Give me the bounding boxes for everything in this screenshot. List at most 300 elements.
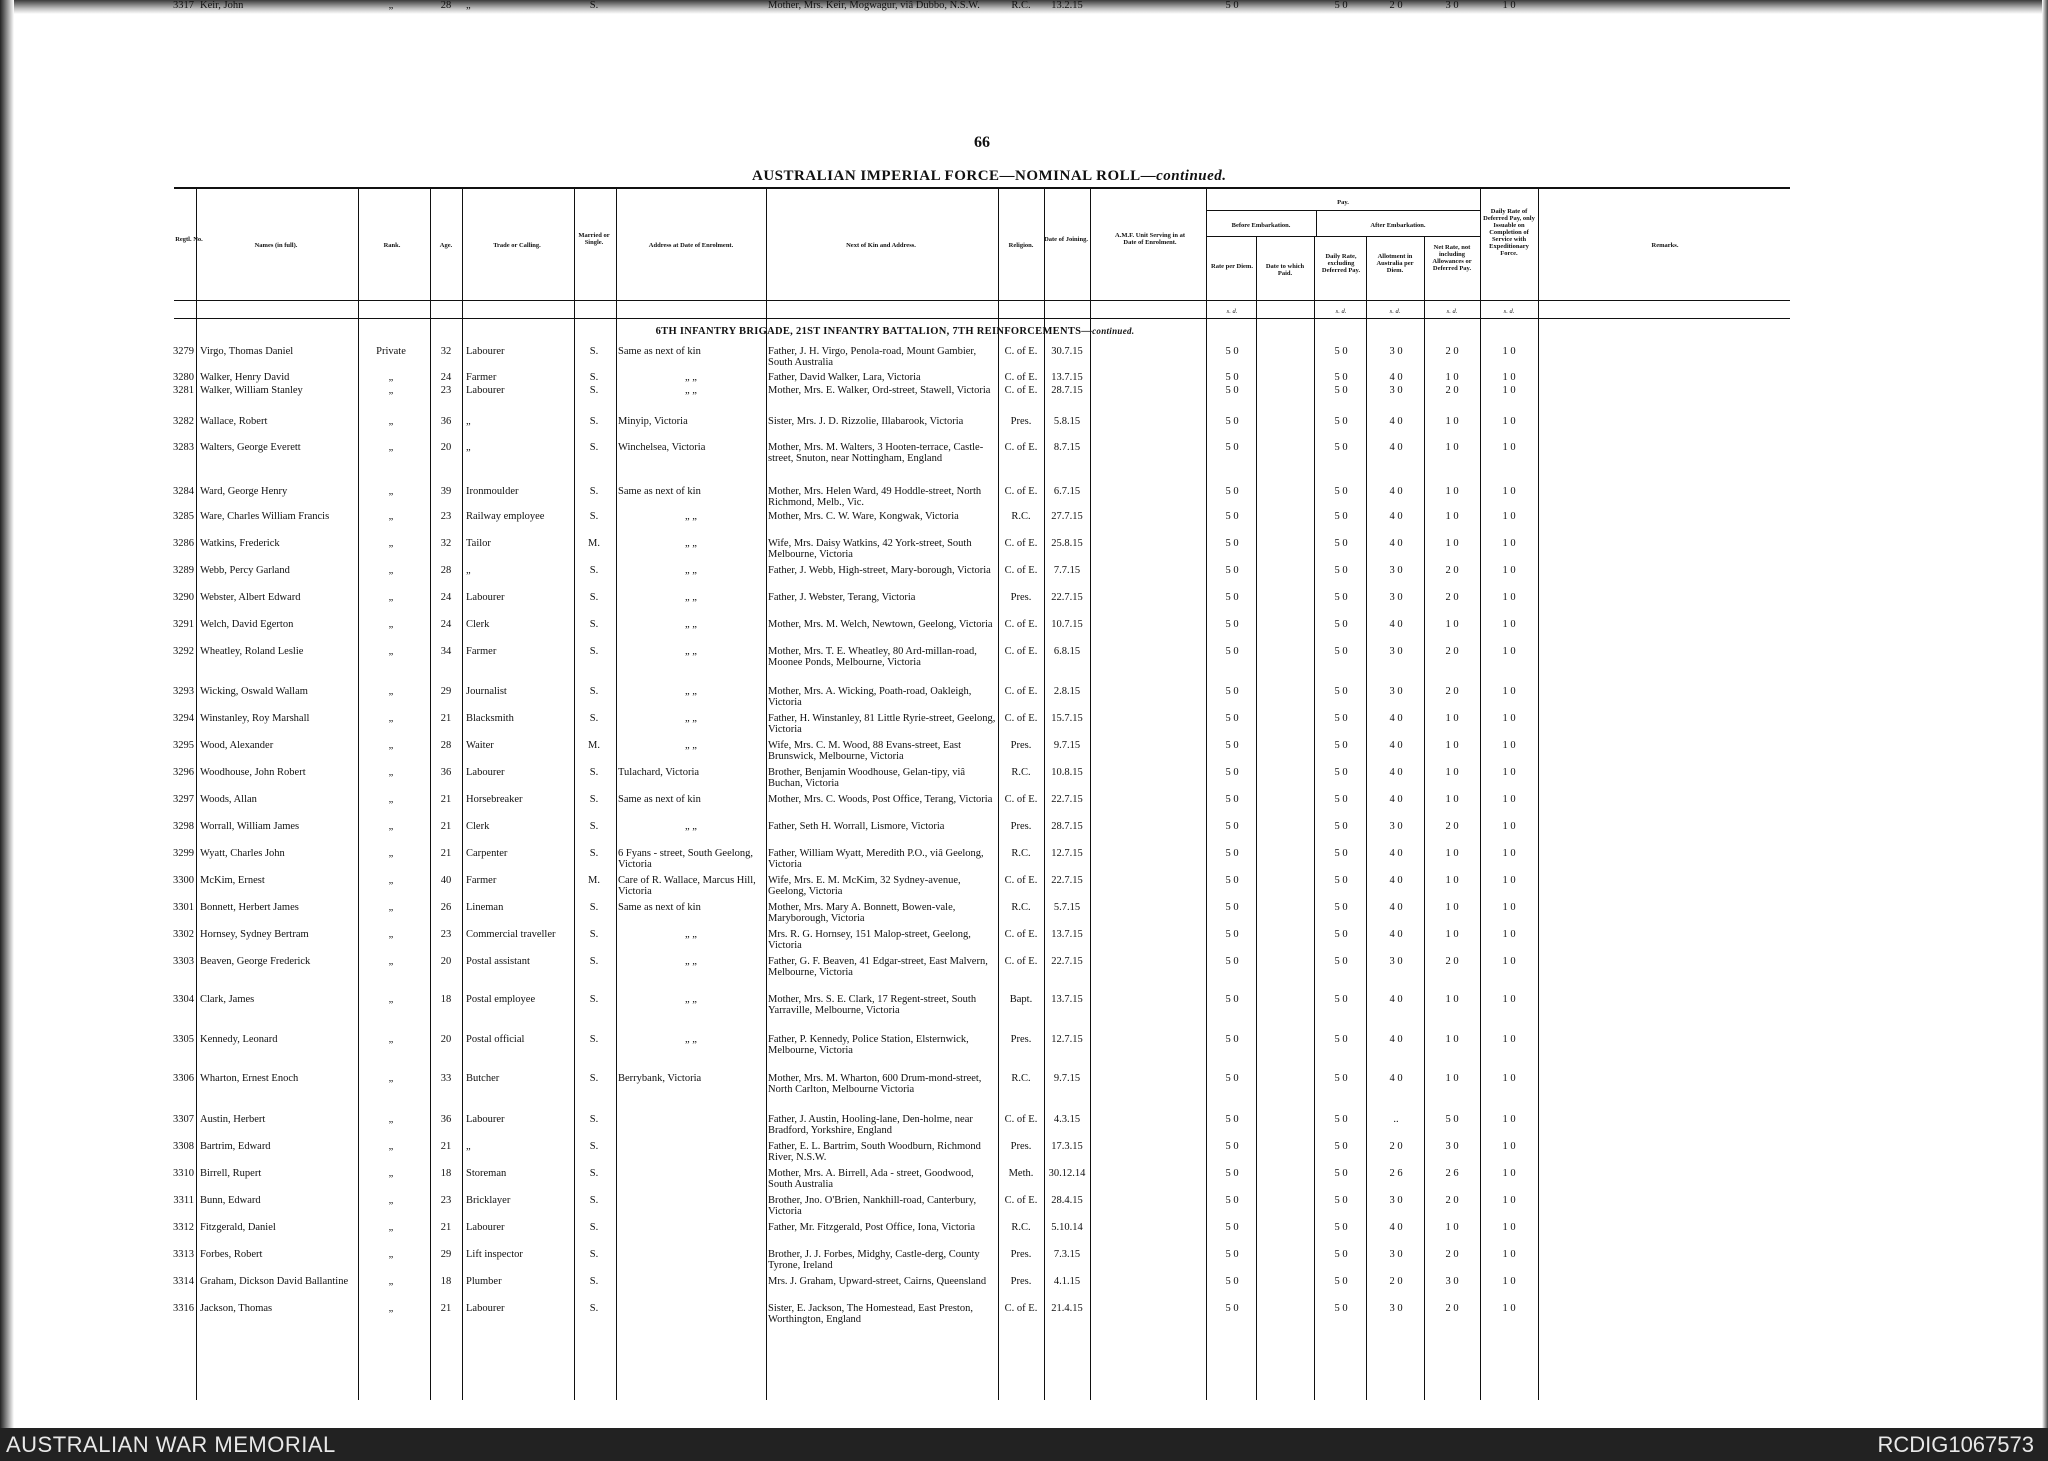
age: 21 <box>440 794 452 805</box>
deferred-pay: 1 0 <box>1502 372 1516 383</box>
allotment: 4 0 <box>1389 486 1403 497</box>
soldier-name: Woodhouse, John Robert <box>200 767 306 778</box>
rate-per-diem: 5 0 <box>1225 511 1239 522</box>
allotment: 2 0 <box>1389 1276 1403 1287</box>
net-rate: 1 0 <box>1445 372 1459 383</box>
trade: Labourer <box>466 385 505 396</box>
net-rate: 1 0 <box>1445 767 1459 778</box>
rate-per-diem: 5 0 <box>1225 929 1239 940</box>
age: 29 <box>440 686 452 697</box>
trade: „ <box>466 442 471 453</box>
column-rule <box>462 189 463 1400</box>
net-rate: 3 0 <box>1445 1276 1459 1287</box>
next-of-kin: Mother, Mrs. Helen Ward, 49 Hoddle-street, North Richmond, Melb., Vic. <box>768 486 982 508</box>
rate-per-diem: 5 0 <box>1225 902 1239 913</box>
allotment: 4 0 <box>1389 767 1403 778</box>
allotment: 3 0 <box>1389 385 1403 396</box>
allotment: 3 0 <box>1389 592 1403 603</box>
married-single: S. <box>589 1114 599 1125</box>
daily-rate: 5 0 <box>1334 713 1348 724</box>
married-single: S. <box>589 565 599 576</box>
age: 23 <box>440 929 452 940</box>
deferred-pay: 1 0 <box>1502 1034 1516 1045</box>
age: 21 <box>440 713 452 724</box>
soldier-name: Wallace, Robert <box>200 416 268 427</box>
regtl-no: 3317 <box>173 0 194 11</box>
net-rate: 2 0 <box>1445 1195 1459 1206</box>
regtl-no: 3306 <box>173 1073 194 1084</box>
section-heading-continued: continued. <box>1092 326 1135 336</box>
trade: Labourer <box>466 592 505 603</box>
deferred-pay: 1 0 <box>1502 538 1516 549</box>
regtl-no: 3313 <box>173 1249 194 1260</box>
address: „ „ <box>685 994 697 1005</box>
address: „ „ <box>685 619 697 630</box>
date-joining: 6.8.15 <box>1053 646 1081 657</box>
column-rule <box>1538 189 1539 1400</box>
allotment: 4 0 <box>1389 1034 1403 1045</box>
religion: C. of E. <box>1004 713 1038 724</box>
regtl-no: 3283 <box>173 442 194 453</box>
trade: Postal employee <box>466 994 536 1005</box>
married-single: S. <box>589 511 599 522</box>
age: 32 <box>440 538 452 549</box>
deferred-pay: 1 0 <box>1502 1222 1516 1233</box>
column-rule <box>1206 189 1207 1400</box>
daily-rate: 5 0 <box>1334 1249 1348 1260</box>
net-rate: 1 0 <box>1445 740 1459 751</box>
regtl-no: 3290 <box>173 592 194 603</box>
soldier-name: Watkins, Frederick <box>200 538 280 549</box>
married-single: S. <box>589 994 599 1005</box>
column-rule <box>616 189 617 1400</box>
allotment: 2 6 <box>1389 1168 1403 1179</box>
rank: „ <box>388 0 394 11</box>
next-of-kin: Mrs. J. Graham, Upward-street, Cairns, Queensland <box>768 1276 987 1287</box>
rank: „ <box>388 794 394 805</box>
address: „ „ <box>685 686 697 697</box>
rank: „ <box>388 511 394 522</box>
married-single: S. <box>589 1276 599 1287</box>
pay-group-rule <box>1206 210 1480 211</box>
married-single: S. <box>589 346 599 357</box>
age: 23 <box>440 1195 452 1206</box>
allotment: 3 0 <box>1389 346 1403 357</box>
age: 20 <box>440 1034 452 1045</box>
header-daily-rate: Daily Rate, excluding Deferred Pay. <box>1321 253 1361 274</box>
age: 18 <box>440 1276 452 1287</box>
address: „ „ <box>685 646 697 657</box>
married-single: S. <box>589 619 599 630</box>
rank: „ <box>388 592 394 603</box>
religion: C. of E. <box>1004 1303 1038 1314</box>
deferred-pay: 1 0 <box>1502 848 1516 859</box>
rate-per-diem: 5 0 <box>1225 767 1239 778</box>
deferred-pay: 1 0 <box>1502 619 1516 630</box>
regtl-no: 3284 <box>173 486 194 497</box>
address: „ „ <box>685 372 697 383</box>
daily-rate: 5 0 <box>1334 1168 1348 1179</box>
address: Same as next of kin <box>618 902 701 913</box>
rate-per-diem: 5 0 <box>1225 565 1239 576</box>
regtl-no: 3302 <box>173 929 194 940</box>
rank: „ <box>388 486 394 497</box>
daily-rate: 5 0 <box>1334 565 1348 576</box>
married-single: S. <box>589 1168 599 1179</box>
soldier-name: Clark, James <box>200 994 255 1005</box>
allotment: 4 0 <box>1389 1222 1403 1233</box>
age: 29 <box>440 1249 452 1260</box>
soldier-name: Bonnett, Herbert James <box>200 902 299 913</box>
trade: Farmer <box>466 875 497 886</box>
religion: R.C. <box>1011 767 1031 778</box>
religion: C. of E. <box>1004 929 1038 940</box>
date-joining: 30.12.14 <box>1048 1168 1086 1179</box>
pay-subgroup-rule <box>1206 236 1480 237</box>
rate-per-diem: 5 0 <box>1225 372 1239 383</box>
address: Tulachard, Victoria <box>618 767 700 778</box>
soldier-name: Webb, Percy Garland <box>200 565 290 576</box>
allotment: 4 0 <box>1389 372 1403 383</box>
header-after-embarkation: After Embarkation. <box>1370 222 1426 229</box>
allotment: 3 0 <box>1389 1249 1403 1260</box>
column-rule <box>1090 189 1091 1400</box>
next-of-kin: Father, P. Kennedy, Police Station, Elsternwick, Melbourne, Victoria <box>768 1034 969 1056</box>
deferred-pay: 1 0 <box>1502 442 1516 453</box>
address: „ „ <box>685 538 697 549</box>
rank: „ <box>388 956 394 967</box>
next-of-kin: Father, E. L. Bartrim, South Woodburn, Richmond River, N.S.W. <box>768 1141 981 1163</box>
age: 36 <box>440 416 452 427</box>
net-rate: 1 0 <box>1445 538 1459 549</box>
daily-rate: 5 0 <box>1334 794 1348 805</box>
regtl-no: 3304 <box>173 994 194 1005</box>
religion: Pres. <box>1010 1034 1032 1045</box>
daily-rate: 5 0 <box>1334 592 1348 603</box>
trade: Carpenter <box>466 848 508 859</box>
soldier-name: Ware, Charles William Francis <box>200 511 330 522</box>
married-single: S. <box>589 848 599 859</box>
net-rate: 1 0 <box>1445 994 1459 1005</box>
deferred-pay: 1 0 <box>1502 592 1516 603</box>
deferred-pay: 1 0 <box>1502 416 1516 427</box>
daily-rate: 5 0 <box>1334 902 1348 913</box>
next-of-kin: Sister, E. Jackson, The Homestead, East Preston, Worthington, England <box>768 1303 973 1325</box>
religion: R.C. <box>1011 848 1031 859</box>
address: „ „ <box>685 592 697 603</box>
soldier-name: Forbes, Robert <box>200 1249 263 1260</box>
page-number: 66 <box>974 134 990 151</box>
religion: R.C. <box>1011 0 1031 11</box>
allotment: 3 0 <box>1389 956 1403 967</box>
soldier-name: Winstanley, Roy Marshall <box>200 713 310 724</box>
allotment: 3 0 <box>1389 686 1403 697</box>
next-of-kin: Mother, Mrs. Keir, Mogwagur, viâ Dubbo, N.S.W. <box>768 0 980 11</box>
date-joining: 17.3.15 <box>1051 1141 1083 1152</box>
date-joining: 13.7.15 <box>1051 994 1083 1005</box>
next-of-kin: Mother, Mrs. T. E. Wheatley, 80 Ard-millan-road, Moonee Ponds, Melbourne, Victoria <box>768 646 977 668</box>
trade: Waiter <box>466 740 494 751</box>
next-of-kin: Sister, Mrs. J. D. Rizzolie, Illabarook, Victoria <box>768 416 964 427</box>
married-single: S. <box>589 486 599 497</box>
soldier-name: Ward, George Henry <box>200 486 288 497</box>
rate-per-diem: 5 0 <box>1225 1114 1239 1125</box>
age: 21 <box>440 1141 452 1152</box>
regtl-no: 3311 <box>173 1195 194 1206</box>
married-single: S. <box>589 416 599 427</box>
net-rate: 1 0 <box>1445 929 1459 940</box>
rate-per-diem: 5 0 <box>1225 740 1239 751</box>
header-next-of-kin: Next of Kin and Address. <box>846 242 916 249</box>
soldier-name: Beaven, George Frederick <box>200 956 311 967</box>
unit-deferred: s. d. <box>1503 308 1515 315</box>
regtl-no: 3296 <box>173 767 194 778</box>
allotment: 4 0 <box>1389 794 1403 805</box>
daily-rate: 5 0 <box>1334 821 1348 832</box>
header-rank: Rank. <box>383 242 401 249</box>
address: „ „ <box>685 713 697 724</box>
next-of-kin: Wife, Mrs. Daisy Watkins, 42 York-street, South Melbourne, Victoria <box>768 538 972 560</box>
address: „ „ <box>685 929 697 940</box>
unit-rate: s. d. <box>1226 308 1238 315</box>
unit-daily: s. d. <box>1335 308 1347 315</box>
net-rate: 1 0 <box>1445 442 1459 453</box>
allotment: 2 0 <box>1389 0 1403 11</box>
date-joining: 28.7.15 <box>1051 821 1083 832</box>
age: 18 <box>440 994 452 1005</box>
soldier-name: Kennedy, Leonard <box>200 1034 278 1045</box>
religion: Pres. <box>1010 592 1032 603</box>
date-joining: 28.4.15 <box>1051 1195 1083 1206</box>
address: „ „ <box>685 511 697 522</box>
net-rate: 1 0 <box>1445 511 1459 522</box>
scan-edge-right <box>2042 0 2048 1440</box>
regtl-no: 3314 <box>173 1276 194 1287</box>
header-units-rule <box>174 318 1790 319</box>
date-joining: 15.7.15 <box>1051 713 1083 724</box>
deferred-pay: 1 0 <box>1502 686 1516 697</box>
religion: Pres. <box>1010 416 1032 427</box>
date-joining: 4.3.15 <box>1053 1114 1081 1125</box>
column-rule <box>574 189 575 1400</box>
trade: Postal assistant <box>466 956 530 967</box>
net-rate: 2 0 <box>1445 1249 1459 1260</box>
age: 34 <box>440 646 452 657</box>
rank: „ <box>388 1276 394 1287</box>
daily-rate: 5 0 <box>1334 1141 1348 1152</box>
religion: C. of E. <box>1004 346 1038 357</box>
religion: R.C. <box>1011 902 1031 913</box>
daily-rate: 5 0 <box>1334 486 1348 497</box>
rank: „ <box>388 538 394 549</box>
age: 20 <box>440 956 452 967</box>
soldier-name: Webster, Albert Edward <box>200 592 301 603</box>
header-date-paid: Date to which Paid. <box>1265 263 1305 277</box>
allotment: 4 0 <box>1389 713 1403 724</box>
soldier-name: Birrell, Rupert <box>200 1168 262 1179</box>
deferred-pay: 1 0 <box>1502 1073 1516 1084</box>
daily-rate: 5 0 <box>1334 372 1348 383</box>
rank: „ <box>388 1034 394 1045</box>
regtl-no: 3310 <box>173 1168 194 1179</box>
religion: C. of E. <box>1004 646 1038 657</box>
net-rate: 2 0 <box>1445 646 1459 657</box>
soldier-name: McKim, Ernest <box>200 875 265 886</box>
regtl-no: 3301 <box>173 902 194 913</box>
rank: Private <box>376 346 406 357</box>
married-single: S. <box>589 713 599 724</box>
rate-per-diem: 5 0 <box>1225 956 1239 967</box>
next-of-kin: Wife, Mrs. C. M. Wood, 88 Evans-street, East Brunswick, Melbourne, Victoria <box>768 740 962 762</box>
next-of-kin: Mother, Mrs. S. E. Clark, 17 Regent-street, South Yarraville, Melbourne, Victoria <box>768 994 977 1016</box>
date-joining: 2.8.15 <box>1053 686 1081 697</box>
age: 28 <box>440 740 452 751</box>
header-religion: Religion. <box>1008 242 1034 249</box>
deferred-pay: 1 0 <box>1502 767 1516 778</box>
net-rate: 2 6 <box>1445 1168 1459 1179</box>
soldier-name: Virgo, Thomas Daniel <box>200 346 294 357</box>
next-of-kin: Wife, Mrs. E. M. McKim, 32 Sydney-avenue, Geelong, Victoria <box>768 875 961 897</box>
daily-rate: 5 0 <box>1334 538 1348 549</box>
trade: Labourer <box>466 1303 505 1314</box>
rank: „ <box>388 994 394 1005</box>
unit-net: s. d. <box>1446 308 1458 315</box>
daily-rate: 5 0 <box>1334 848 1348 859</box>
trade: Clerk <box>466 619 490 630</box>
soldier-name: Welch, David Egerton <box>200 619 294 630</box>
regtl-no: 3293 <box>173 686 194 697</box>
header-date-joining: Date of Joining. <box>1044 236 1088 243</box>
date-joining: 25.8.15 <box>1051 538 1083 549</box>
net-rate: 3 0 <box>1445 1141 1459 1152</box>
deferred-pay: 1 0 <box>1502 740 1516 751</box>
trade: Postal official <box>466 1034 525 1045</box>
next-of-kin: Brother, Jno. O'Brien, Nankhill-road, Canterbury, Victoria <box>768 1195 977 1217</box>
deferred-pay: 1 0 <box>1502 511 1516 522</box>
address: Winchelsea, Victoria <box>618 442 706 453</box>
rank: „ <box>388 1249 394 1260</box>
religion: R.C. <box>1011 511 1031 522</box>
allotment: 4 0 <box>1389 511 1403 522</box>
rank: „ <box>388 385 394 396</box>
regtl-no: 3294 <box>173 713 194 724</box>
trade: Blacksmith <box>466 713 514 724</box>
rate-per-diem: 5 0 <box>1225 994 1239 1005</box>
deferred-pay: 1 0 <box>1502 1303 1516 1314</box>
trade: Labourer <box>466 1222 505 1233</box>
date-joining: 5.10.14 <box>1051 1222 1083 1233</box>
daily-rate: 5 0 <box>1334 511 1348 522</box>
married-single: S. <box>589 646 599 657</box>
net-rate: 1 0 <box>1445 794 1459 805</box>
age: 24 <box>440 592 452 603</box>
address: Same as next of kin <box>618 794 701 805</box>
next-of-kin: Father, David Walker, Lara, Victoria <box>768 372 921 383</box>
deferred-pay: 1 0 <box>1502 1276 1516 1287</box>
date-joining: 22.7.15 <box>1051 875 1083 886</box>
rank: „ <box>388 646 394 657</box>
age: 36 <box>440 1114 452 1125</box>
date-joining: 30.7.15 <box>1051 346 1083 357</box>
regtl-no: 3281 <box>173 385 194 396</box>
net-rate: 2 0 <box>1445 346 1459 357</box>
regtl-no: 3307 <box>173 1114 194 1125</box>
daily-rate: 5 0 <box>1334 1114 1348 1125</box>
net-rate: 1 0 <box>1445 1222 1459 1233</box>
soldier-name: Woods, Allan <box>200 794 257 805</box>
regtl-no: 3280 <box>173 372 194 383</box>
next-of-kin: Mother, Mrs. Mary A. Bonnett, Bowen-vale, Maryborough, Victoria <box>768 902 956 924</box>
deferred-pay: 1 0 <box>1502 713 1516 724</box>
deferred-pay: 1 0 <box>1502 1141 1516 1152</box>
date-joining: 5.8.15 <box>1053 416 1081 427</box>
rate-per-diem: 5 0 <box>1225 619 1239 630</box>
unit-allotment: s. d. <box>1389 308 1401 315</box>
header-address: Address at Date of Enrolment. <box>648 242 734 249</box>
trade: „ <box>466 0 471 11</box>
trade: Lift inspector <box>466 1249 523 1260</box>
soldier-name: Austin, Herbert <box>200 1114 266 1125</box>
regtl-no: 3291 <box>173 619 194 630</box>
address: Minyip, Victoria <box>618 416 688 427</box>
rate-per-diem: 5 0 <box>1225 821 1239 832</box>
married-single: S. <box>589 686 599 697</box>
trade: Clerk <box>466 821 490 832</box>
regtl-no: 3298 <box>173 821 194 832</box>
column-rule <box>358 189 359 1400</box>
date-joining: 22.7.15 <box>1051 956 1083 967</box>
address: „ „ <box>685 385 697 396</box>
allotment: 4 0 <box>1389 929 1403 940</box>
header-remarks: Remarks. <box>1651 242 1679 249</box>
rate-per-diem: 5 0 <box>1225 1141 1239 1152</box>
allotment: 3 0 <box>1389 565 1403 576</box>
deferred-pay: 1 0 <box>1502 385 1516 396</box>
soldier-name: Hornsey, Sydney Bertram <box>200 929 309 940</box>
address: 6 Fyans - street, South Geelong, Victoria <box>618 848 754 870</box>
regtl-no: 3308 <box>173 1141 194 1152</box>
religion: C. of E. <box>1004 442 1038 453</box>
soldier-name: Bunn, Edward <box>200 1195 261 1206</box>
rate-per-diem: 5 0 <box>1225 1195 1239 1206</box>
section-heading <box>0 326 1790 337</box>
address: „ „ <box>685 956 697 967</box>
allotment: 3 0 <box>1389 646 1403 657</box>
married-single: S. <box>589 372 599 383</box>
rate-per-diem: 5 0 <box>1225 1303 1239 1314</box>
date-joining: 22.7.15 <box>1051 794 1083 805</box>
deferred-pay: 1 0 <box>1502 646 1516 657</box>
married-single: M. <box>588 538 600 549</box>
allotment: 4 0 <box>1389 1073 1403 1084</box>
trade: „ <box>466 565 471 576</box>
next-of-kin: Father, J. Webb, High-street, Mary-borough, Victoria <box>768 565 991 576</box>
rank: „ <box>388 442 394 453</box>
next-of-kin: Mother, Mrs. C. W. Ware, Kongwak, Victoria <box>768 511 959 522</box>
deferred-pay: 1 0 <box>1502 956 1516 967</box>
rank: „ <box>388 1195 394 1206</box>
next-of-kin: Mother, Mrs. M. Welch, Newtown, Geelong, Victoria <box>768 619 993 630</box>
soldier-name: Fitzgerald, Daniel <box>200 1222 276 1233</box>
allotment: 3 0 <box>1389 1303 1403 1314</box>
religion: Bapt. <box>1009 994 1033 1005</box>
married-single: S. <box>589 1034 599 1045</box>
daily-rate: 5 0 <box>1334 686 1348 697</box>
religion: C. of E. <box>1004 1114 1038 1125</box>
regtl-no: 3300 <box>173 875 194 886</box>
trade: „ <box>466 1141 471 1152</box>
married-single: S. <box>589 592 599 603</box>
